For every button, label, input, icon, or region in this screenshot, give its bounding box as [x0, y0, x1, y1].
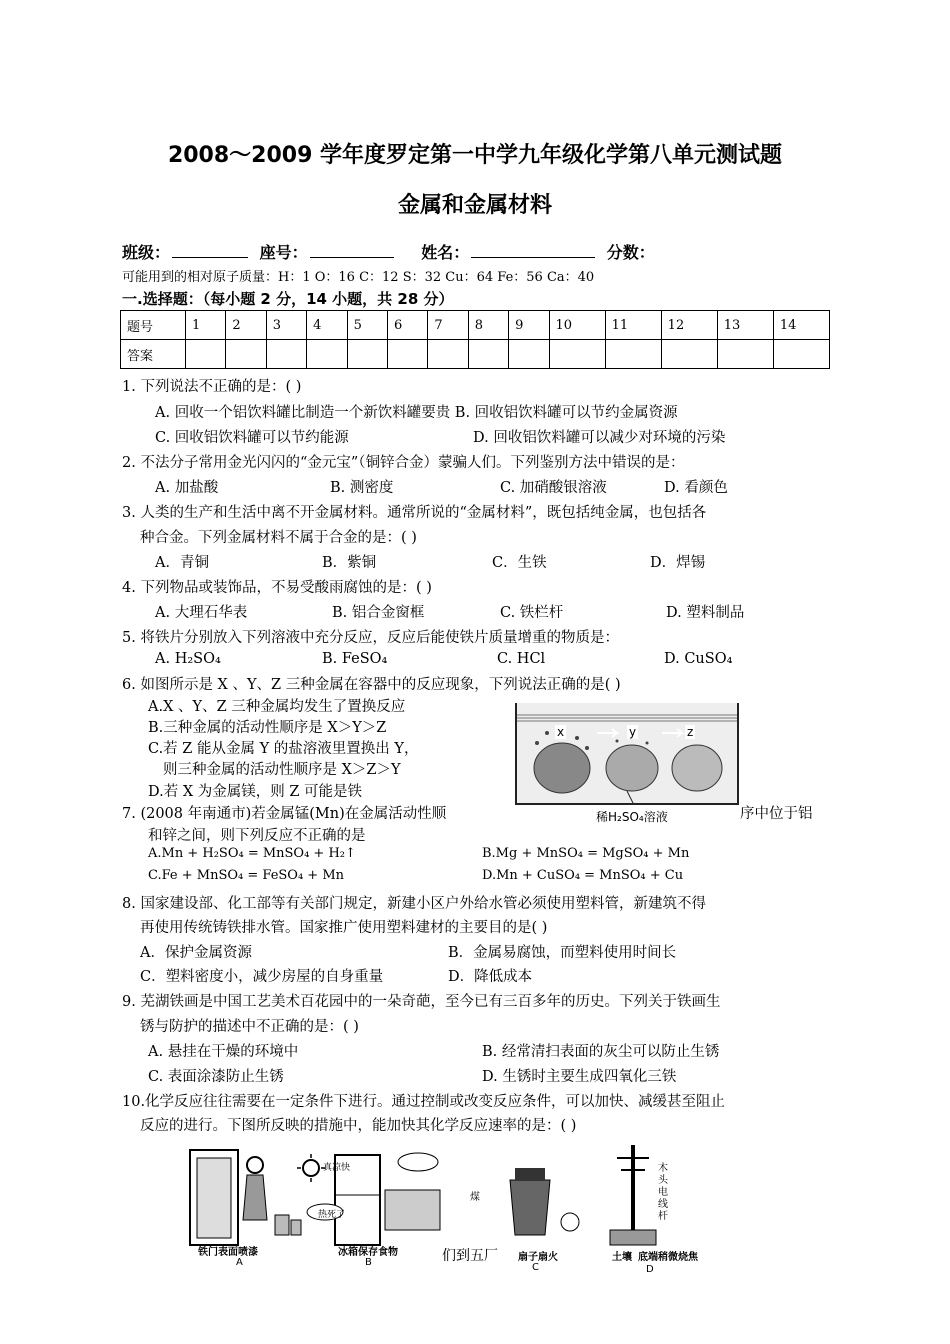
question-5-option-d: D. CuSO₄	[664, 651, 733, 667]
question-9-option-b: B. 经常清扫表面的灰尘可以防止生锈	[482, 1044, 720, 1060]
wood-pole-label: 木头电线杆	[658, 1163, 668, 1222]
name-blank[interactable]	[471, 243, 595, 258]
question-number: 13	[717, 311, 773, 340]
table-row	[121, 311, 830, 340]
question-4-option-b: B. 铝合金窗框	[332, 605, 425, 621]
question-8-option-b: B．金属易腐蚀，而塑料使用时间长	[448, 945, 677, 961]
question-8-option-d: D．降低成本	[448, 969, 533, 985]
reaction-conditions-illustration	[185, 1140, 685, 1270]
answer-cell[interactable]	[266, 340, 306, 369]
letter-d: D	[646, 1264, 654, 1275]
question-9-stem: 9. 芜湖铁画是中国工艺美术百花园中的一朵奇葩，至今已有三百多年的历史。下列关于铁画生	[122, 994, 721, 1010]
question-number: 11	[605, 311, 661, 340]
question-8-option-a: A．保护金属资源	[140, 945, 252, 961]
answer-cell[interactable]	[549, 340, 605, 369]
obscured-text: 们到五厂	[442, 1248, 498, 1264]
question-9-option-a: A. 悬挂在干燥的环境中	[148, 1044, 299, 1060]
answer-cell[interactable]	[428, 340, 468, 369]
answer-cell[interactable]	[605, 340, 661, 369]
name-label: 姓名：	[421, 243, 470, 262]
question-8-option-c: C．塑料密度小，减少房屋的自身重量	[140, 969, 384, 985]
question-4-option-a: A. 大理石华表	[155, 605, 248, 621]
letter-c: C	[532, 1262, 539, 1273]
question-2-option-d: D. 看颜色	[664, 480, 728, 496]
question-4-option-d: D. 塑料制品	[666, 605, 745, 621]
answer-cell[interactable]	[773, 340, 829, 369]
question-number: 12	[661, 311, 717, 340]
score-label: 分数：	[606, 243, 655, 262]
question-3-stem-2: 种合金。下列金属材料不属于合金的是：( )	[140, 530, 417, 546]
question-6-option-c-cont: 则三种金属的活动性顺序是 X＞Z＞Y	[163, 762, 401, 778]
atomic-masses: 可能用到的相对原子质量：H：1 O：16 C：12 S：32 Cu：64 Fe：56 Ca：40	[122, 270, 595, 285]
question-1-option-d: D. 回收铝饮料罐可以减少对环境的污染	[473, 430, 726, 446]
question-10-stem-2: 反应的进行。下图所反映的措施中，能加快其化学反应速率的是：( )	[140, 1118, 577, 1134]
label-y: y	[629, 725, 637, 739]
question-7-option-c: C.Fe + MnSO₄ = FeSO₄ + Mn	[148, 868, 345, 883]
question-4-option-c: C. 铁栏杆	[500, 605, 564, 621]
question-2-option-a: A. 加盐酸	[155, 480, 219, 496]
question-7-stem-2: 和锌之间，则下列反应不正确的是	[148, 828, 366, 844]
row-label: 题号	[121, 311, 186, 340]
page-subtitle: 金属和金属材料	[397, 193, 552, 218]
hot-bubble: 热死了	[318, 1210, 346, 1220]
question-number: 3	[266, 311, 306, 340]
row-label: 答案	[121, 340, 186, 369]
question-3-stem: 3. 人类的生产和生活中离不开金属材料。通常所说的“金属材料”，既包括纯金属，也包括各	[122, 505, 707, 521]
question-number: 9	[509, 311, 549, 340]
label-x: x	[557, 725, 565, 739]
caption-soil: 土壤	[612, 1252, 632, 1263]
question-2-stem: 2. 不法分子常用金光闪闪的“金元宝”（铜锌合金）蒙骗人们。下列鉴别方法中错误的是：	[122, 455, 685, 471]
coal-label: 煤	[470, 1192, 480, 1203]
answer-cell[interactable]	[509, 340, 549, 369]
caption-a: 铁门表面喷漆	[198, 1247, 258, 1258]
question-6-option-b: B.三种金属的活动性顺序是 X＞Y＞Z	[148, 720, 387, 736]
answer-cell[interactable]	[468, 340, 508, 369]
question-8-stem-2: 再使用传统铸铁排水管。国家推广使用塑料建材的主要目的是( )	[140, 920, 548, 936]
question-5-option-b: B. FeSO₄	[322, 651, 388, 667]
answer-cell[interactable]	[717, 340, 773, 369]
question-3-option-c: C．生铁	[492, 555, 547, 571]
label-z: z	[687, 725, 694, 739]
question-number: 6	[387, 311, 427, 340]
answer-cell[interactable]	[186, 340, 226, 369]
question-8-stem: 8. 国家建设部、化工部等有关部门规定，新建小区户外给水管必须使用塑料管，新建筑不得	[122, 896, 706, 912]
question-number: 1	[186, 311, 226, 340]
question-6-stem: 6. 如图所示是 X 、Y、Z 三种金属在容器中的反应现象，下列说法正确的是( )	[122, 677, 621, 693]
question-5-option-a: A. H₂SO₄	[155, 651, 221, 667]
question-number: 14	[773, 311, 829, 340]
caption-b: 冰箱保存食物	[338, 1247, 398, 1258]
question-7-stem: 7. (2008 年南通市)若金属锰(Mn)在金属活动性顺	[122, 806, 447, 822]
student-info-row	[122, 240, 655, 263]
cool-bubble: 真凉快	[323, 1163, 351, 1173]
page-title: 2008～2009 学年度罗定第一中学九年级化学第八单元测试题	[167, 143, 783, 168]
question-6-option-d: D.若 X 为金属镁，则 Z 可能是铁	[148, 784, 363, 800]
question-7-stem-end: 序中位于铝	[740, 806, 813, 822]
question-6-option-c: C.若 Z 能从金属 Y 的盐溶液里置换出 Y，	[148, 741, 419, 757]
question-5-stem: 5. 将铁片分别放入下列溶液中充分反应，反应后能使铁片质量增重的物质是：	[122, 630, 619, 646]
question-3-option-a: A．青铜	[155, 555, 209, 571]
question-7-option-d: D.Mn + CuSO₄ = MnSO₄ + Cu	[482, 868, 684, 883]
answer-cell[interactable]	[307, 340, 347, 369]
answer-cell[interactable]	[661, 340, 717, 369]
answer-cell[interactable]	[387, 340, 427, 369]
question-number: 7	[428, 311, 468, 340]
caption-c: 扇子扇火	[518, 1252, 558, 1263]
question-9-stem-2: 锈与防护的描述中不正确的是：( )	[140, 1019, 359, 1035]
seat-blank[interactable]	[310, 243, 394, 258]
question-number: 4	[307, 311, 347, 340]
question-1-option-ab: A. 回收一个铝饮料罐比制造一个新饮料罐要贵 B. 回收铝饮料罐可以节约金属资源	[155, 405, 678, 421]
question-7-option-b: B.Mg + MnSO₄ = MgSO₄ + Mn	[482, 846, 690, 861]
question-2-option-b: B. 测密度	[330, 480, 394, 496]
question-1-stem: 1. 下列说法不正确的是：( )	[122, 379, 302, 395]
answer-table	[120, 310, 830, 369]
question-3-option-b: B．紫铜	[322, 555, 377, 571]
question-4-stem: 4. 下列物品或装饰品，不易受酸雨腐蚀的是：( )	[122, 580, 432, 596]
class-label: 班级：	[122, 243, 171, 262]
class-blank[interactable]	[172, 243, 248, 258]
caption-d: 底端稍微烧焦	[638, 1252, 698, 1263]
table-row	[121, 340, 830, 369]
question-1-option-c: C. 回收铝饮料罐可以节约能源	[155, 430, 349, 446]
question-7-option-a: A.Mn + H₂SO₄ = MnSO₄ + H₂↑	[148, 846, 356, 861]
question-9-option-c: C. 表面涂漆防止生锈	[148, 1069, 284, 1085]
question-5-option-c: C. HCl	[497, 651, 546, 667]
question-10-stem: 10.化学反应往往需要在一定条件下进行。通过控制或改变反应条件，可以加快、减缓甚至阻止	[122, 1094, 726, 1110]
beaker-figure	[515, 703, 739, 805]
question-9-option-d: D. 生锈时主要生成四氧化三铁	[482, 1069, 677, 1085]
solution-caption: 稀H₂SO₄溶液	[596, 810, 668, 824]
beaker-illustration	[517, 703, 737, 803]
question-number: 2	[226, 311, 266, 340]
answer-cell[interactable]	[347, 340, 387, 369]
answer-cell[interactable]	[226, 340, 266, 369]
question-number: 8	[468, 311, 508, 340]
letter-b: B	[365, 1257, 372, 1268]
seat-label: 座号：	[259, 243, 308, 262]
section-heading: 一.选择题：（每小题 2 分，14 小题，共 28 分）	[122, 290, 454, 308]
letter-a: A	[236, 1257, 243, 1268]
question-number: 10	[549, 311, 605, 340]
question-2-option-c: C. 加硝酸银溶液	[500, 480, 607, 496]
question-6-option-a: A.X 、Y、Z 三种金属均发生了置换反应	[148, 699, 406, 715]
question-number: 5	[347, 311, 387, 340]
question-3-option-d: D．焊锡	[650, 555, 706, 571]
